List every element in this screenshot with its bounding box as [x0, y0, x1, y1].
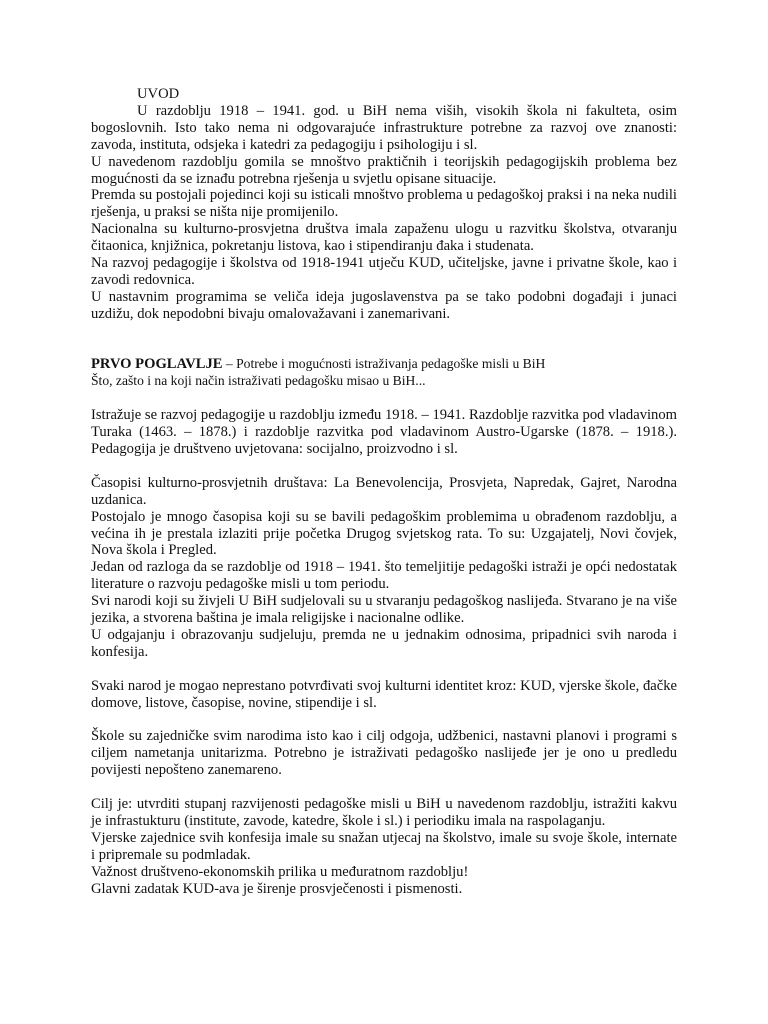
- intro-paragraph: Na razvoj pedagogije i školstva od 1918-1941 utječu KUD, učiteljske, javne i privatne škole, kao i zavodi redovnica.: [91, 255, 677, 288]
- chapter-paragraph: Postojalo je mnogo časopisa koji su se bavili pedagoškim problemima u obrađenom razdoblju, a većina ih je prestala izlaziti prije početka Drugog svjetskog rata. To su: Uzgajatelj, Novi čovjek, Nova škola i Pregled.: [91, 508, 677, 559]
- intro-paragraph: U nastavnim programima se veliča ideja jugoslavenstva pa se tako podobni događaji i junaci uzdižu, dok nepodobni bivaju omalovažavani i zanemarivani.: [91, 288, 677, 322]
- intro-paragraph: Nacionalna su kulturno-prosvjetna društva imala zapaženu ulogu u razvitku školstva, otvaranju čitaonica, knjižnica, pokretanju listova, kao i stipendiranju đaka i studenata.: [91, 221, 677, 255]
- chapter-paragraph: Jedan od razloga da se razdoblje od 1918 – 1941. što temeljitije pedagoški istraži je opći nedostatak literature o razvoju pedagoške misli u tom periodu.: [91, 559, 677, 593]
- chapter-paragraph: Škole su zajedničke svim narodima isto kao i cilj odgoja, udžbenici, nastavni planovi i programi s ciljem nametanja unitarizma. Potrebno je istraživati pedagoško naslijeđe jer je ono u predledu povijesti nepošteno zanemareno.: [91, 728, 677, 779]
- chapter-label: PRVO POGLAVLJE: [91, 356, 223, 373]
- chapter-paragraph: Vjerske zajednice svih konfesija imale su snažan utjecaj na školstvo, imale su svoje škole, internate i pripremale su podmladak.: [91, 829, 677, 863]
- document-page: [91, 86, 677, 897]
- chapter-paragraph: Svi narodi koji su živjeli U BiH sudjelovali su u stvaranju pedagoškog naslijeđa. Stvarano je na više jezika, a stvorena baština je imala religijske i nacionalne odlike.: [91, 593, 677, 627]
- chapter-paragraph: Časopisi kulturno-prosvjetnih društava: La Benevolencija, Prosvjeta, Napredak, Gajret, Narodna uzdanica.: [91, 474, 677, 508]
- chapter-question: Što, zašto i na koji način istraživati pedagošku misao u BiH...: [91, 373, 426, 389]
- chapter-subtitle: – Potrebe i mogućnosti istraživanja pedagoške misli u BiH: [222, 356, 546, 372]
- chapter-paragraph: Cilj je: utvrditi stupanj razvijenosti pedagoške misli u BiH u navedenom razdoblju, istražiti kakvu je infrastukturu (institute, zavode, katedre, škole i sl.) i periodiku imala na raspolaganju.: [91, 795, 677, 829]
- intro-paragraph: U razdoblju 1918 – 1941. god. u BiH nema viših, visokih škola ni fakulteta, osim bogoslovnih. Isto tako nema ni odgovarajuće infrastrukture potrebne za razvoj ove znanosti: zavoda, instituta, odsjeka i katedri za pedagogiju i psihologiju i sl.: [91, 102, 677, 153]
- intro-paragraph: U navedenom razdoblju gomila se mnoštvo praktičnih i teorijskih pedagogijskih problema bez mogućnosti da se iznađu potrebna rješenja u svjetlu opisane situacije.: [91, 153, 677, 187]
- intro-paragraph: Premda su postojali pojedinci koji su isticali mnoštvo problema u pedagoškoj praksi i na neka nudili rješenja, u praksi se ništa nije promijenilo.: [91, 187, 677, 221]
- chapter-paragraph: Svaki narod je mogao neprestano potvrđivati svoj kulturni identitet kroz: KUD, vjerske škole, đačke domove, listove, časopise, novine, stipendije i sl.: [91, 677, 677, 711]
- chapter-paragraph: Istražuje se razvoj pedagogije u razdoblju između 1918. – 1941. Razdoblje razvitka pod vladavinom Turaka (1463. – 1878.) i razdoblje razvitka pod vladavinom Austro-Ugarske (1878. – 1918.). Pedagogija je društveno uvjetovana: socijalno, proizvodno i sl.: [91, 407, 677, 457]
- chapter-heading: [91, 356, 677, 373]
- chapter-paragraph: U odgajanju i obrazovanju sudjeluju, premda ne u jednakim odnosima, pripadnici svih naroda i konfesija.: [91, 626, 677, 660]
- chapter-paragraph: Važnost društveno-ekonomskih prilika u međuratnom razdoblju!: [91, 863, 469, 880]
- intro-title: UVOD: [137, 86, 180, 102]
- chapter-paragraph: Glavni zadatak KUD-ava je širenje prosvječenosti i pismenosti.: [91, 880, 463, 897]
